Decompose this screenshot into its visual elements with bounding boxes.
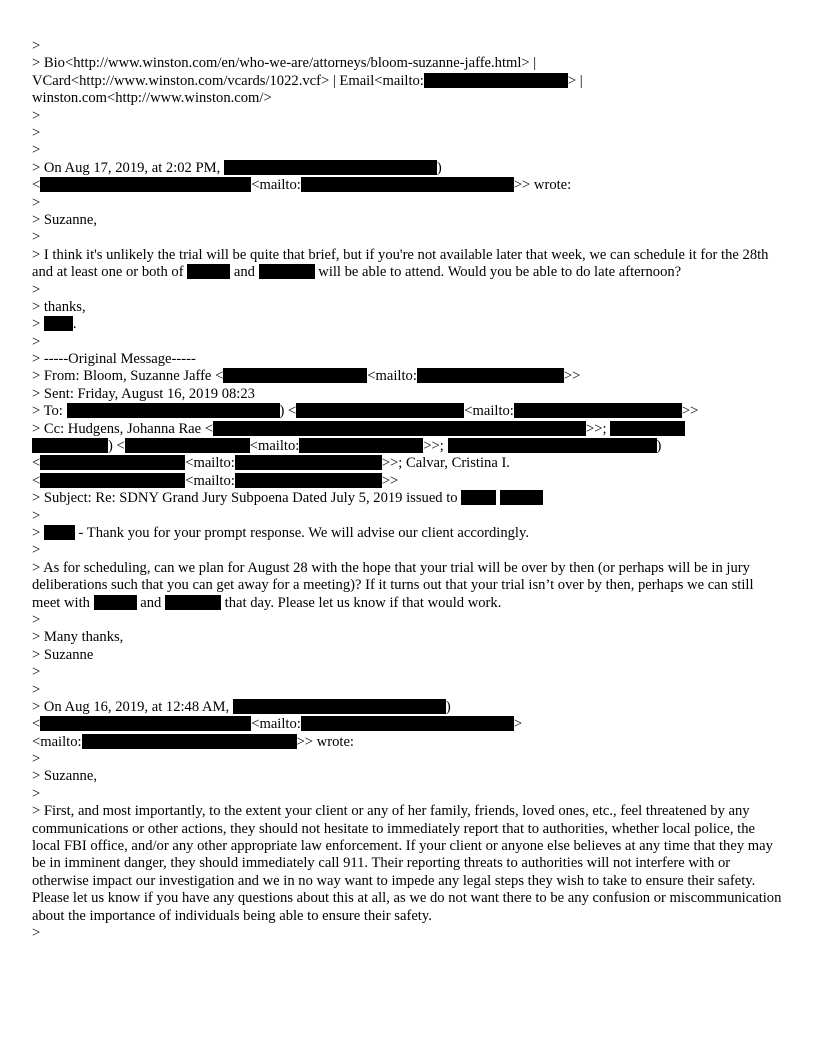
quote-line: > bbox=[32, 507, 41, 524]
redaction-box bbox=[299, 438, 423, 453]
quote-line: > bbox=[32, 785, 41, 802]
reply-header-line: < <mailto: > bbox=[32, 716, 523, 733]
quote-line: > bbox=[32, 751, 41, 768]
quote-line: > bbox=[32, 542, 41, 559]
redaction-box bbox=[40, 177, 251, 192]
redaction-box bbox=[40, 716, 251, 731]
quote-line: > bbox=[32, 142, 41, 159]
quote-line: > bbox=[32, 124, 41, 141]
signoff-line: > thanks, bbox=[32, 298, 86, 315]
body-paragraph: > First, and most importantly, to the extent your client or any of her family, friends, loved ones, etc., feel threatened by any communications or other actions, they should not hesitate to immediately report that to authorities, whether local police, the local FBI office, and/or any other appropriate law enforcement. If your client or anyone else believes at any time that they may be in imminent danger, they should immediately call 911. Their reporting threats to authorities will not interfere with or otherwise impact our investigation and we in no way want to impede any legal steps they wish to take to ensure their safety. Please let us know if you have any questions about this at all, as we do not want there to be any confusion or miscommunication about the importance of individuals being able to ensure their safety. bbox=[32, 803, 782, 924]
redaction-box bbox=[213, 421, 586, 436]
redaction-box bbox=[67, 403, 280, 418]
quote-line: > bbox=[32, 229, 41, 246]
reply-line: > - Thank you for your prompt response. We will advise our client accordingly. bbox=[32, 524, 529, 541]
greeting-line: > Suzanne, bbox=[32, 768, 97, 785]
from-line: > From: Bloom, Suzanne Jaffe < <mailto: >> bbox=[32, 368, 581, 385]
body-paragraph: > I think it's unlikely the trial will be quite that brief, but if you're not available later that week, we can schedule it for the 28th and at least one or both of and will be able to attend. Would you be able to do late afternoon? bbox=[32, 246, 769, 281]
reply-header-line: < <mailto: >> wrote: bbox=[32, 177, 572, 194]
redaction-box bbox=[417, 368, 564, 383]
redaction-box bbox=[235, 455, 382, 470]
redaction-box bbox=[165, 595, 221, 610]
cc-line: > Cc: Hudgens, Johanna Rae < >>; bbox=[32, 421, 784, 438]
subject-line: > Subject: Re: SDNY Grand Jury Subpoena Dated July 5, 2019 issued to bbox=[32, 490, 784, 507]
website-link-line: winston.com<http://www.winston.com/> bbox=[32, 90, 272, 107]
redaction-box bbox=[125, 438, 250, 453]
quote-line: > bbox=[32, 664, 41, 681]
quote-line: > bbox=[32, 38, 41, 54]
redaction-box bbox=[224, 160, 437, 175]
redaction-box bbox=[187, 264, 230, 279]
body-paragraph: > As for scheduling, can we plan for August 28 with the hope that your trial will be over by then (or perhaps will be in jury deliberations such that you can get away for a meeting)? If it turns out that your trial isn’t over by then, perhaps we can still meet with and that day. Please let us know if that would work. bbox=[32, 559, 754, 611]
redaction-box bbox=[301, 716, 514, 731]
bio-link-line: > Bio<http://www.winston.com/en/who-we-are/attorneys/bloom-suzanne-jaffe.html> | bbox=[32, 55, 537, 72]
redaction-box bbox=[235, 473, 382, 488]
quote-line: > bbox=[32, 333, 41, 350]
redaction-box bbox=[223, 368, 367, 383]
redaction-box bbox=[259, 264, 315, 279]
reply-header-line: <mailto: >> wrote: bbox=[32, 733, 354, 750]
redaction-box bbox=[82, 734, 297, 749]
quote-line: > bbox=[32, 194, 41, 211]
redaction-box bbox=[461, 490, 496, 505]
email-document bbox=[32, 38, 784, 943]
redaction-box bbox=[44, 316, 73, 331]
cc-line: < <mailto: >>; Calvar, Cristina I. bbox=[32, 455, 510, 472]
to-line: > To: ) < <mailto: >> bbox=[32, 403, 699, 420]
quote-line: > bbox=[32, 611, 41, 628]
signature-line: > Suzanne bbox=[32, 646, 94, 663]
quote-line: > bbox=[32, 681, 41, 698]
redaction-box bbox=[514, 403, 682, 418]
signoff-line: > Many thanks, bbox=[32, 629, 124, 646]
redaction-box bbox=[32, 438, 108, 453]
reply-header-line: > On Aug 16, 2019, at 12:48 AM, ) bbox=[32, 698, 451, 715]
redaction-box bbox=[424, 73, 568, 88]
redaction-box bbox=[44, 525, 75, 540]
reply-header-line: > On Aug 17, 2019, at 2:02 PM, ) bbox=[32, 159, 442, 176]
original-message-line: > -----Original Message----- bbox=[32, 351, 196, 368]
sent-line: > Sent: Friday, August 16, 2019 08:23 bbox=[32, 385, 255, 402]
redaction-box bbox=[610, 421, 685, 436]
redaction-box bbox=[301, 177, 514, 192]
redaction-box bbox=[40, 473, 185, 488]
signature-line: > . bbox=[32, 316, 77, 333]
redaction-box bbox=[448, 438, 657, 453]
quote-line: > bbox=[32, 925, 41, 942]
redaction-box bbox=[296, 403, 464, 418]
redaction-box bbox=[233, 699, 446, 714]
quote-line: > bbox=[32, 107, 41, 124]
redaction-box bbox=[94, 595, 137, 610]
cc-line: ) < <mailto: >>; ) bbox=[32, 438, 784, 455]
quote-line: > bbox=[32, 281, 41, 298]
redaction-box bbox=[500, 490, 543, 505]
greeting-line: > Suzanne, bbox=[32, 211, 97, 228]
cc-line: < <mailto: >> bbox=[32, 472, 399, 489]
vcard-email-line: VCard<http://www.winston.com/vcards/1022.vcf> | Email<mailto: > | bbox=[32, 72, 583, 89]
redaction-box bbox=[40, 455, 185, 470]
